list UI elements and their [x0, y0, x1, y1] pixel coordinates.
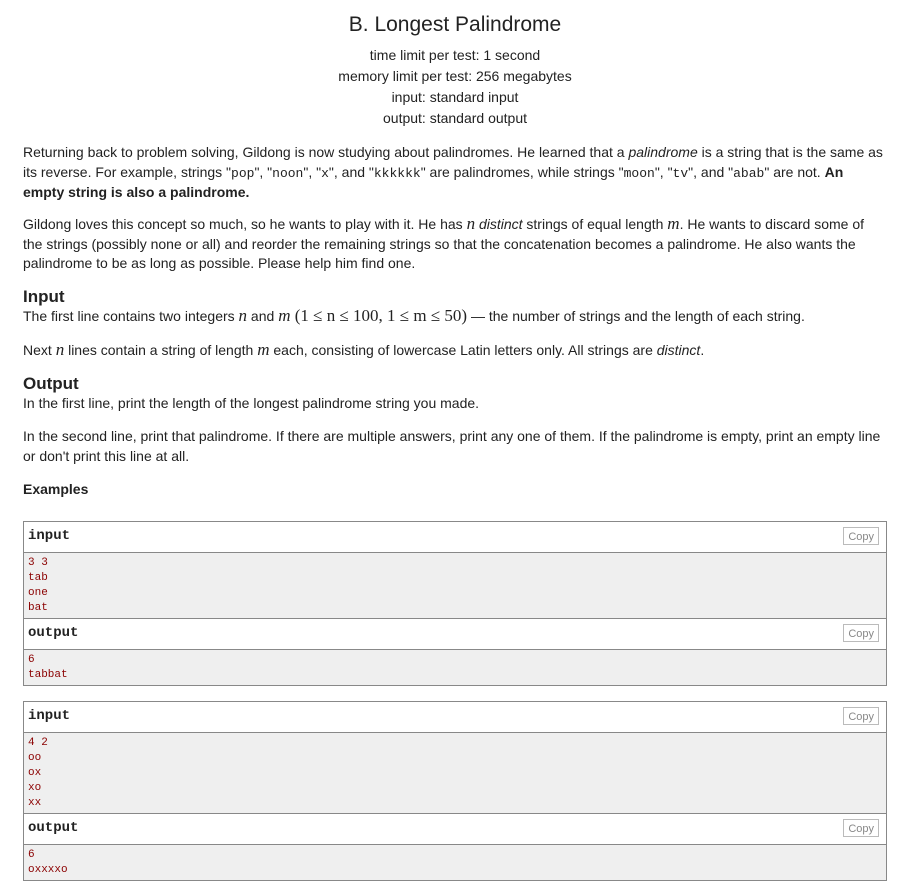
example-1: [23, 521, 887, 686]
output-label: output: [28, 625, 79, 641]
output-line-2: In the second line, print that palindrome. If there are multiple answers, print any one of them. If the palindrome is empty, print an empty line or don't print this line at all.: [23, 428, 881, 464]
examples-heading: Examples: [23, 481, 89, 497]
output-heading: Output: [23, 374, 79, 393]
input-label: input: [28, 528, 71, 544]
output-type: output: standard output: [383, 110, 527, 126]
example-line: 3 3: [28, 557, 48, 569]
example-line: tab: [28, 572, 48, 584]
statement-paragraph-2: Gildong loves this concept so much, so he wants to play with it. He has n distinct strings of equal length m. He wants to discard some of the strings (possibly none or all) and reorder the remaining strings so that the concatenation becomes a palindrome. He also wants the palindrome to be as long as possible. Please help him find one.: [23, 214, 864, 271]
example-line: xx: [28, 797, 42, 809]
input-label: input: [28, 708, 71, 724]
example-2-input-header: [24, 702, 886, 733]
input-type: input: standard input: [391, 89, 519, 105]
copy-button[interactable]: Copy: [843, 707, 879, 725]
memory-limit: memory limit per test: 256 megabytes: [338, 68, 572, 84]
statement-paragraph-1: Returning back to problem solving, Gildong is now studying about palindromes. He learned that a palindrome is a string that is the same as its reverse. For example, strings "pop", "noon", "x", and "kkkkkk" are palindromes, while strings "moon", "tv", and "abab" are not. An empty string is also a palindrome.: [23, 144, 883, 200]
example-line: ox: [28, 767, 42, 779]
input-line-1: The first line contains two integers n and m (1 ≤ n ≤ 100, 1 ≤ m ≤ 50) — the number of strings and the length of each string.: [23, 306, 805, 325]
example-line: oo: [28, 752, 42, 764]
example-line: tabbat: [28, 669, 68, 681]
example-line: one: [28, 587, 48, 599]
example-line: 4 2: [28, 737, 48, 749]
example-line: 6: [28, 849, 35, 861]
example-line: xo: [28, 782, 42, 794]
input-heading: Input: [23, 287, 65, 306]
problem-title: B. Longest Palindrome: [348, 13, 562, 36]
copy-button[interactable]: Copy: [843, 527, 879, 545]
example-1-input: [24, 553, 886, 618]
time-limit: time limit per test: 1 second: [369, 47, 541, 63]
example-2-output: [24, 845, 886, 880]
output-line-1: In the first line, print the length of the longest palindrome string you made.: [23, 395, 480, 411]
copy-button[interactable]: Copy: [843, 819, 879, 837]
example-2-input: [24, 733, 886, 813]
example-2: [23, 701, 887, 881]
output-label: output: [28, 820, 79, 836]
example-line: oxxxxo: [28, 864, 68, 876]
copy-button[interactable]: Copy: [843, 624, 879, 642]
input-line-2: Next n lines contain a string of length m each, consisting of lowercase Latin letters only. All strings are distinct.: [23, 340, 705, 359]
example-line: bat: [28, 602, 48, 614]
example-line: 6: [28, 654, 35, 666]
example-2-output-header: [24, 813, 886, 845]
example-1-output-header: [24, 618, 886, 650]
example-1-output: [24, 650, 886, 685]
example-1-input-header: [24, 522, 886, 553]
